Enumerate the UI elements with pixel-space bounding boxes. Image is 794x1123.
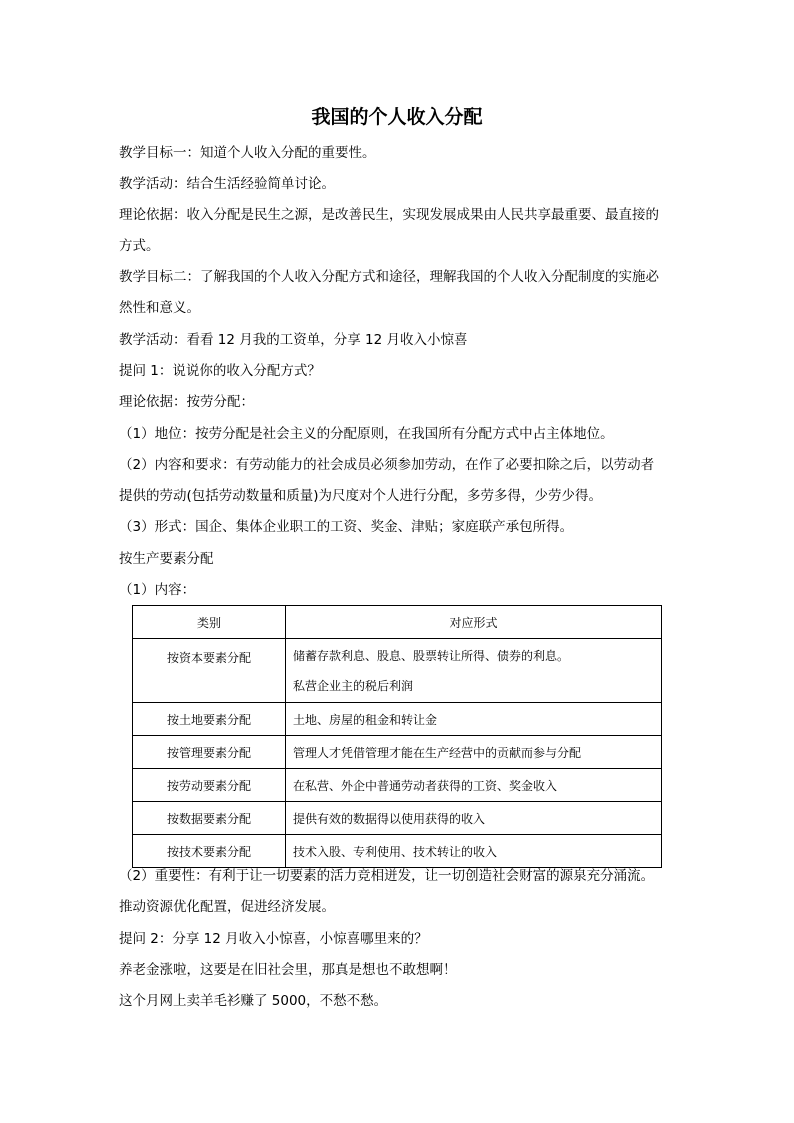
table-cell-form: 土地、房屋的租金和转让金 [286,703,662,736]
table-cell-category: 按劳动要素分配 [133,769,286,802]
form-line: 储蓄存款利息、股息、股票转让所得、债券的利息。 [293,648,570,663]
paragraph: 提问 2：分享 12 月收入小惊喜，小惊喜哪里来的？ [119,931,428,947]
paragraph: 然性和意义。 [119,300,200,316]
table-cell-form: 技术入股、专利使用、技术转让的收入 [286,835,662,868]
table-row [133,736,662,769]
table-cell-category: 按管理要素分配 [133,736,286,769]
table-header-form: 对应形式 [286,606,662,639]
paragraph: 这个月网上卖羊毛衫赚了 5000，不愁不愁。 [119,993,388,1009]
paragraph: 教学活动：看看 12 月我的工资单，分享 12 月收入小惊喜 [119,332,468,348]
paragraph: 理论依据：收入分配是民生之源，是改善民生，实现发展成果由人民共享最重要、最直接的 [119,207,659,223]
table-header-row [133,606,662,639]
table-cell-category: 按资本要素分配 [133,639,286,703]
paragraph: 方式。 [119,238,160,254]
paragraph: （1）地位：按劳分配是社会主义的分配原则，在我国所有分配方式中占主体地位。 [119,426,614,442]
paragraph: （3）形式：国企、集体企业职工的工资、奖金、津贴；家庭联产承包所得。 [119,519,574,535]
table-row [133,769,662,802]
paragraph: 教学目标二：了解我国的个人收入分配方式和途径，理解我国的个人收入分配制度的实施必 [119,269,659,285]
paragraph: 提供的劳动(包括劳动数量和质量)为尺度对个人进行分配，多劳多得，少劳少得。 [119,488,603,504]
table-cell-category: 按数据要素分配 [133,802,286,835]
form-line: 私营企业主的税后利润 [293,678,414,693]
document-title: 我国的个人收入分配 [311,106,483,128]
table-row [133,639,662,703]
paragraph: 养老金涨啦，这要是在旧社会里，那真是想也不敢想啊！ [119,962,457,978]
table-cell-category: 按技术要素分配 [133,835,286,868]
table-header-category: 类别 [133,606,286,639]
paragraph: （2）重要性：有利于让一切要素的活力竞相迸发，让一切创造社会财富的源泉充分涌流。 [119,868,655,884]
distribution-table [132,605,662,868]
paragraph: 教学目标一：知道个人收入分配的重要性。 [119,145,376,161]
table-row [133,703,662,736]
paragraph: 按生产要素分配 [119,551,214,567]
table-cell-form: 管理人才凭借管理才能在生产经营中的贡献而参与分配 [286,736,662,769]
paragraph: 提问 1：说说你的收入分配方式？ [119,363,321,379]
table-row [133,802,662,835]
table-cell-category: 按土地要素分配 [133,703,286,736]
paragraph: 推动资源优化配置，促进经济发展。 [119,899,335,915]
paragraph: （2）内容和要求：有劳动能力的社会成员必须参加劳动，在作了必要扣除之后，以劳动者 [119,457,655,473]
table-cell-form: 提供有效的数据得以使用获得的收入 [286,802,662,835]
paragraph: 教学活动：结合生活经验简单讨论。 [119,176,335,192]
table-cell-form [286,639,662,703]
table-cell-form: 在私营、外企中普通劳动者获得的工资、奖金收入 [286,769,662,802]
paragraph: （1）内容： [119,582,196,598]
paragraph: 理论依据：按劳分配： [119,394,254,410]
